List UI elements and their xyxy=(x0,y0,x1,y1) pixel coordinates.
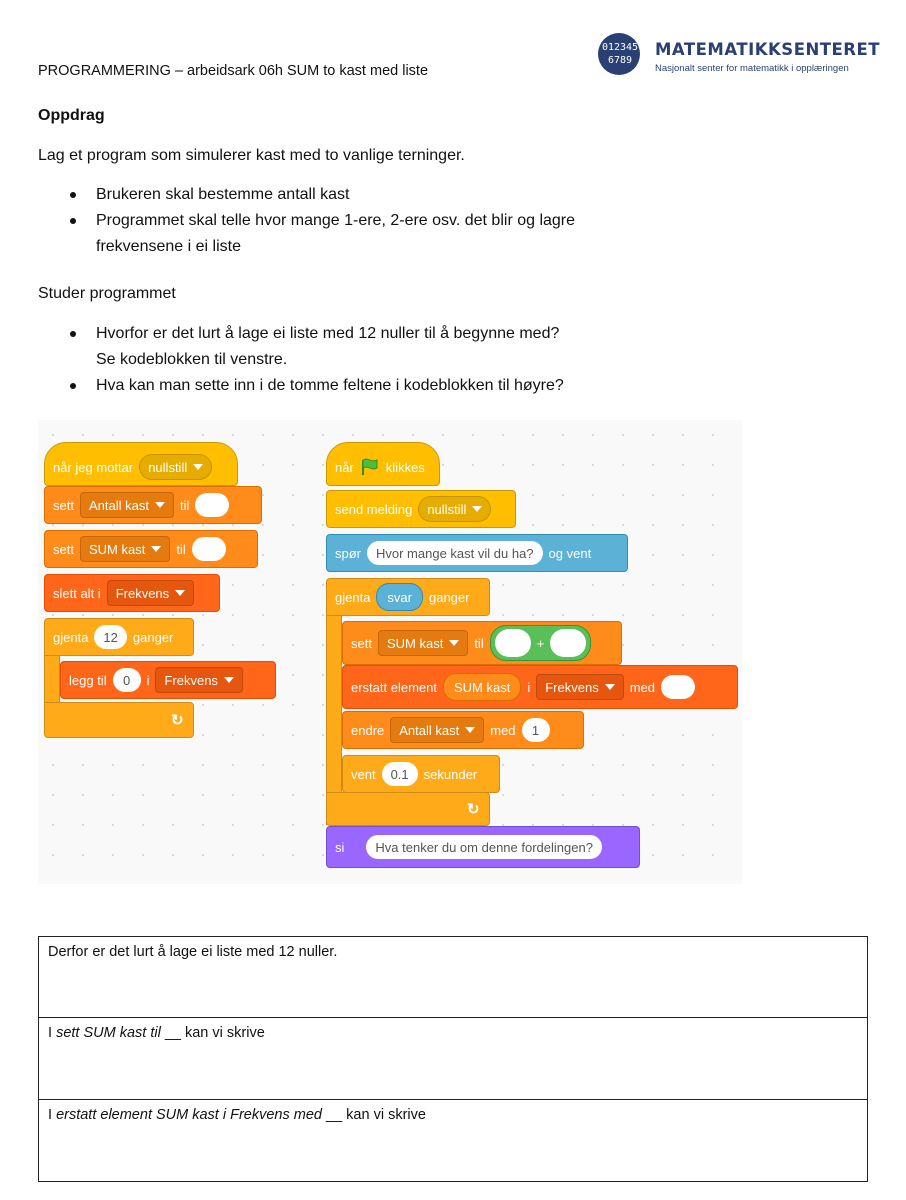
block-label: si xyxy=(335,839,345,855)
loop-arrow-icon: ↻ xyxy=(467,801,480,818)
dropdown-caret-icon xyxy=(472,506,482,512)
block-label: ganger xyxy=(132,629,174,645)
dropdown-caret-icon xyxy=(175,590,185,596)
loop-arrow-icon: ↻ xyxy=(171,712,184,729)
dropdown-caret-icon xyxy=(155,502,165,508)
block-label: sett xyxy=(53,541,74,557)
block-label: med xyxy=(490,722,516,738)
set-sum-kast-block[interactable] xyxy=(44,530,258,568)
dropdown-caret-icon xyxy=(465,727,475,733)
answer-prompt-prefix: I xyxy=(48,1107,57,1123)
add-value-input[interactable]: 0 xyxy=(113,668,141,692)
list-item: Programmet skal telle hvor mange 1-ere, 2-ere osv. det blir og lagre frekvensene i ei liste xyxy=(66,208,575,260)
block-label: sett xyxy=(53,497,74,513)
plus-sign: + xyxy=(536,635,545,651)
block-label: til xyxy=(474,635,484,651)
answer-reporter[interactable]: svar xyxy=(376,583,423,611)
message-dropdown[interactable]: nullstill xyxy=(418,496,491,522)
repeat-12-block[interactable] xyxy=(44,618,194,656)
task-heading: Oppdrag xyxy=(38,107,105,124)
answer-prompt: Derfor er det lurt å lage ei liste med 12 nuller. xyxy=(48,944,338,960)
say-block[interactable] xyxy=(326,826,640,868)
block-label: klikkes xyxy=(385,459,425,475)
list-dropdown[interactable]: Frekvens xyxy=(107,580,194,606)
wait-seconds-input[interactable]: 0.1 xyxy=(382,762,418,786)
block-label: legg til xyxy=(69,672,107,688)
addition-operator[interactable] xyxy=(490,625,592,661)
block-label: vent xyxy=(351,766,376,782)
dropdown-caret-icon xyxy=(224,677,234,683)
block-label: i xyxy=(146,672,150,688)
repeat-block-footer xyxy=(326,792,490,826)
list-dropdown[interactable]: Frekvens xyxy=(155,667,242,693)
task-intro: Lag et program som simulerer kast med to vanlige terninger. xyxy=(38,147,465,164)
dropdown-caret-icon xyxy=(449,640,459,646)
logo-name: MATEMATIKKSENTERET xyxy=(655,40,881,59)
repeat-block-arm xyxy=(44,655,60,705)
logo-digits: 0123456789 xyxy=(601,42,639,66)
green-flag-icon xyxy=(360,458,380,476)
delete-all-of-list-block[interactable] xyxy=(44,574,220,612)
repeat-answer-block[interactable] xyxy=(326,578,490,616)
block-label: spør xyxy=(335,545,361,561)
answer-prompt-prefix: I xyxy=(48,1025,57,1041)
block-label: til xyxy=(176,541,186,557)
questions-list xyxy=(66,321,564,399)
dropdown-caret-icon xyxy=(193,464,203,470)
empty-value-slot[interactable] xyxy=(192,537,226,561)
replace-item-block[interactable] xyxy=(342,665,738,709)
dropdown-caret-icon xyxy=(151,546,161,552)
change-antall-kast-block[interactable] xyxy=(342,711,584,749)
requirements-list xyxy=(66,182,575,260)
block-label: i xyxy=(527,679,531,695)
block-label: ganger xyxy=(428,589,470,605)
scratch-code-canvas xyxy=(38,420,742,884)
empty-operand-slot[interactable] xyxy=(550,629,586,657)
set-sum-kast-operator-block[interactable] xyxy=(342,621,622,665)
set-antall-kast-block[interactable] xyxy=(44,486,262,524)
block-label: når jeg mottar xyxy=(53,459,134,475)
ask-and-wait-block[interactable] xyxy=(326,534,628,572)
page-header-title: PROGRAMMERING – arbeidsark 06h SUM to kast med liste xyxy=(38,63,429,79)
block-label: erstatt element xyxy=(351,679,437,695)
list-item: Hvorfor er det lurt å lage ei liste med 12 nuller til å begynne med? Se kodeblokken til venstre. xyxy=(66,321,564,373)
block-label: slett alt i xyxy=(53,585,101,601)
block-label: med xyxy=(629,679,655,695)
sum-kast-reporter[interactable]: SUM kast xyxy=(443,673,521,701)
block-label: gjenta xyxy=(53,629,89,645)
dropdown-caret-icon xyxy=(605,684,615,690)
say-text-input[interactable]: Hva tenker du om denne fordelingen? xyxy=(366,835,602,859)
block-label: gjenta xyxy=(335,589,371,605)
change-value-input[interactable]: 1 xyxy=(522,718,550,742)
message-dropdown[interactable]: nullstill xyxy=(139,454,212,480)
block-label: når xyxy=(335,459,354,475)
answer-row-3[interactable] xyxy=(39,1099,867,1181)
answer-prompt-code: erstatt element SUM kast i Frekvens med xyxy=(56,1107,322,1123)
when-i-receive-hat-block[interactable] xyxy=(44,442,238,486)
variable-dropdown[interactable]: Antall kast xyxy=(80,492,174,518)
block-label: sekunder xyxy=(423,766,478,782)
answer-row-1[interactable] xyxy=(39,937,867,1017)
block-label: til xyxy=(179,497,190,513)
broadcast-block[interactable] xyxy=(326,490,516,528)
answer-prompt-code: sett SUM kast til xyxy=(56,1025,161,1041)
variable-dropdown[interactable]: SUM kast xyxy=(378,630,468,656)
block-label: og vent xyxy=(548,545,592,561)
list-item: Hva kan man sette inn i de tomme feltene i kodeblokken til høyre? xyxy=(66,373,564,399)
variable-dropdown[interactable]: Antall kast xyxy=(390,717,484,743)
repeat-block-footer xyxy=(44,702,194,738)
ask-question-input[interactable]: Hvor mange kast vil du ha? xyxy=(367,541,543,565)
block-label: endre xyxy=(351,722,385,738)
matematikksenteret-logo xyxy=(597,32,881,76)
list-item: Brukeren skal bestemme antall kast xyxy=(66,182,575,208)
answer-row-2[interactable] xyxy=(39,1017,867,1099)
variable-dropdown[interactable]: SUM kast xyxy=(80,536,170,562)
answer-table xyxy=(38,936,868,1182)
when-flag-clicked-hat-block[interactable] xyxy=(326,442,440,486)
repeat-count-input[interactable]: 12 xyxy=(94,625,126,649)
answer-prompt-suffix: __ kan vi skrive xyxy=(321,1107,426,1123)
list-dropdown[interactable]: Frekvens xyxy=(536,674,623,700)
empty-value-slot[interactable] xyxy=(661,675,695,699)
answer-prompt-suffix: __ kan vi skrive xyxy=(160,1025,265,1041)
block-label: sett xyxy=(351,635,372,651)
empty-value-slot[interactable] xyxy=(195,493,229,517)
study-label: Studer programmet xyxy=(38,285,176,302)
logo-subtitle: Nasjonalt senter for matematikk i opplæringen xyxy=(655,63,849,74)
block-label: send melding xyxy=(335,501,413,517)
add-to-list-block[interactable] xyxy=(60,661,276,699)
wait-block[interactable] xyxy=(342,755,500,793)
empty-operand-slot[interactable] xyxy=(495,629,531,657)
